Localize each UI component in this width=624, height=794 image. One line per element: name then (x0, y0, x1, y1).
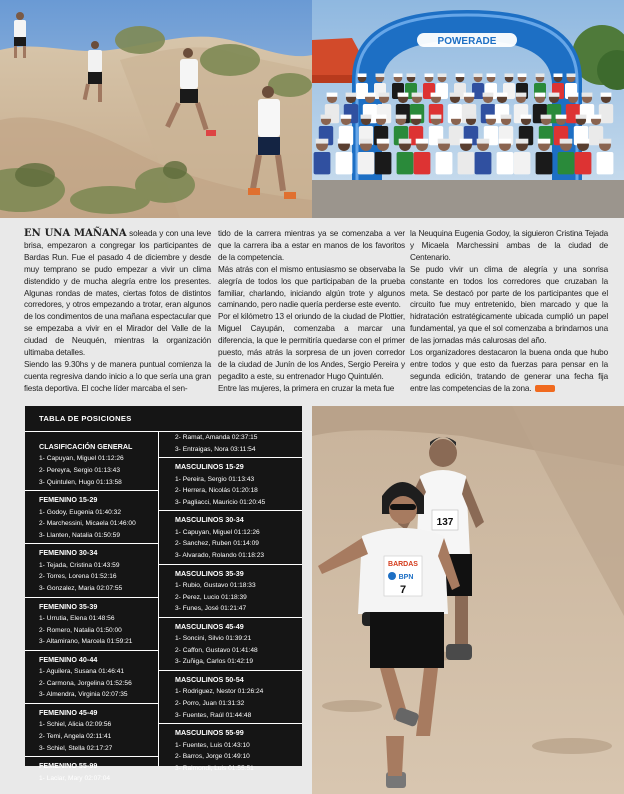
crowd-person-cap (346, 93, 357, 97)
crowd-person-cap (536, 74, 545, 78)
result-row: 1- Rubio, Gustavo 01:18:33 (175, 581, 256, 589)
result-row: 3- Almendra, Virginia 02:07:35 (39, 691, 128, 699)
article-paragraph: Siendo las 9.30hs y de manera puntual comienza la cuenta regresiva dando inicio a lo que sería una gran fiesta deportiva. El coche líder marcaba el sen- (24, 359, 211, 393)
table-column-right (159, 431, 302, 776)
bib-sponsor-text: BPN (398, 574, 414, 581)
results-category (25, 651, 158, 704)
result-row: 1- Capuyan, Miguel 01:12:26 (39, 455, 124, 463)
crowd-person-cap (599, 139, 612, 144)
crowd-person-cap (568, 93, 579, 97)
results-category (159, 724, 302, 776)
results-category (25, 491, 158, 544)
results-category (25, 431, 158, 491)
crowd-person-cap (316, 139, 329, 144)
category-title: CLASIFICACIÓN GENERAL (39, 442, 133, 451)
results-category (159, 431, 302, 458)
results-category (159, 618, 302, 671)
result-row: 2- Pereyra, Sergio 01:13:43 (39, 467, 121, 474)
result-row: 3- Pagliacci, Mauricio 01:20:45 (175, 498, 266, 506)
crowd-person-cap (376, 74, 385, 78)
article-paragraph: Se pudo vivir un clima de alegría y una sonrisa constante en todos los corredores que cruzaban la meta. Se destacó por parte de los participantes que el circuito fue muy entretenido, bien marcado y que la hidratación estratégicamente ubicada cumplió un papel fundamental, ya que el sol comenzaba a brindarnos una de las jornadas más calurosas del año. (410, 264, 608, 346)
result-row: 3- Gonzalez, Maria 02:07:55 (39, 584, 123, 592)
result-row: 1- Rodriguez, Nestor 01:26:24 (175, 688, 264, 696)
crowd-person-cap (456, 74, 465, 78)
results-category (159, 458, 302, 511)
crowd-person-cap (521, 115, 532, 119)
photo-runners-trail (312, 406, 624, 794)
crowd-person-cap (361, 115, 372, 119)
photo-runners-on-hill (0, 0, 312, 218)
crowd-person-body (597, 152, 614, 174)
crowd-person-cap (499, 139, 512, 144)
article-lead: EN UNA MAÑANA (24, 228, 127, 239)
article-paragraph: soleada y con una leve brisa, empezaron a congregar los participantes de Bardas Run. Fue el pasado 4 de diciembre y desde muy temprano se pudo empezar a vivir un clima distendido y de mucha alegría entre los presentes. Algunas rondas de mates, ciertas fotos de distintos corredores, y otros empezando a trotar, eran algunos de los condimentos de una mañana espectacular que se empezaba a vivir en el Mirador del Valle de la ciudad de Neuquén, mientras la organización ultimaba detalles. (24, 229, 212, 358)
category-title: MASCULINOS 45-49 (175, 621, 244, 631)
crowd-person-body (475, 152, 492, 174)
result-row: 2- Herrera, Nicolás 01:20:18 (175, 487, 258, 495)
category-title: FEMENINO 45-49 (39, 707, 98, 717)
result-row: 2- Perez, Lucio 01:18:39 (175, 593, 247, 601)
crowd-person-cap (556, 115, 567, 119)
article-column-1 (24, 228, 211, 395)
result-row: 2- Barros, Jorge 01:49:10 (175, 753, 250, 761)
crowd-person-cap (412, 93, 423, 97)
photo-crowd-finish-arch (312, 0, 624, 218)
result-row: 1- Urrutia, Elena 01:48:56 (39, 614, 115, 622)
crowd-person-body (436, 152, 453, 174)
results-category (159, 565, 302, 618)
bib-number-woman: 7 (399, 584, 407, 596)
crowd-person-cap (438, 139, 451, 144)
article-column-2 (218, 228, 405, 395)
result-row: 2- Torres, Lorena 01:52:16 (39, 573, 117, 581)
crowd-person-body (314, 152, 331, 174)
results-category (25, 598, 158, 651)
crowd-person-body (575, 152, 592, 174)
crowd-person-cap (474, 74, 483, 78)
crowd-person-cap (560, 139, 573, 144)
bib-top-text: BARDAS (388, 561, 418, 568)
category-title: MASCULINOS 30-34 (175, 515, 244, 525)
crowd-person-cap (398, 93, 409, 97)
crowd-person-cap (460, 139, 473, 144)
result-row: 3- Llanten, Natalia 01:50:59 (39, 531, 121, 539)
category-title: FEMENINO 35-39 (39, 601, 98, 611)
crowd-person-cap (477, 139, 490, 144)
crowd-person-cap (516, 139, 529, 144)
crowd-person-cap (327, 93, 338, 97)
crowd-person-body (558, 152, 575, 174)
end-mark-icon (535, 385, 555, 392)
crowd-person-cap (379, 93, 390, 97)
result-row: 2- Temi, Angela 02:11:41 (39, 732, 112, 740)
result-row: 1- Schiel, Alicia 02:09:56 (39, 721, 112, 729)
results-category (25, 757, 158, 786)
category-title: MASCULINOS 50-54 (175, 674, 244, 684)
crowd-person-cap (365, 93, 376, 97)
arch-brand-text: POWERADE (437, 36, 497, 47)
result-row: 3- Raimondi, Luis 01:55:51 (175, 764, 254, 772)
crowd-person-cap (338, 139, 351, 144)
crowd-person-cap (497, 93, 508, 97)
result-row: 3- Alvarado, Rolando 01:18:23 (175, 551, 265, 559)
result-row: 1- Tejada, Cristina 01:43:59 (39, 561, 120, 569)
crowd-person-cap (377, 139, 390, 144)
crowd-person-body (514, 152, 531, 174)
result-row: 3- Funes, José 01:21:47 (175, 605, 247, 613)
article-paragraph: Más atrás con el mismo entusiasmo se observaba la alegría de todos los que participaban de la prueba familiar, charlando, iniciando algún trote y algunos caminando, pero nadie quería perderse este evento. (218, 264, 405, 310)
crowd-person-cap (416, 139, 429, 144)
crowd-person-cap (450, 93, 461, 97)
result-row: 2- Porro, Juan 01:31:32 (175, 699, 245, 707)
crowd-person-cap (538, 139, 551, 144)
crowd-person-body (358, 152, 375, 174)
crowd-person-cap (411, 115, 422, 119)
crowd-person-cap (360, 139, 373, 144)
result-row: 1- Aguilera, Susana 01:46:41 (39, 668, 125, 676)
crowd-person-cap (516, 93, 527, 97)
article-paragraph: Entre las mujeres, la primera en cruzar la meta fue (218, 383, 395, 393)
crowd-person-cap (567, 74, 576, 78)
crowd-person-cap (431, 93, 442, 97)
result-row: 3- Altamirano, Marcela 01:59:21 (39, 638, 133, 646)
crowd-person-body (458, 152, 475, 174)
crowd-person-cap (464, 93, 475, 97)
article-paragraph: Los organizadores destacaron la buena onda que hubo entre todos y que esto da fuerzas para pensar en la segunda edición, tratando de generar una fecha fija entre las competencias de la zona. (410, 348, 608, 393)
result-row: 2- Ramat, Amanda 02:37:15 (175, 434, 258, 441)
crowd-person-cap (451, 115, 462, 119)
results-category (25, 544, 158, 597)
result-row: 3- Zuñiga, Carlos 01:42:19 (175, 658, 254, 666)
crowd-person-cap (554, 74, 563, 78)
result-row: 1- Laciar, Mary 02:07:04 (39, 774, 111, 782)
crowd-person-body (497, 152, 514, 174)
crowd-person-cap (399, 139, 412, 144)
table-column-left (25, 431, 158, 786)
crowd-person-body (536, 152, 553, 174)
crowd-person-cap (466, 115, 477, 119)
result-row: 2- Carmona, Jorgelina 01:52:56 (39, 679, 132, 687)
result-row: 3- Quintulen, Hugo 01:13:58 (39, 478, 122, 486)
result-row: 3- Fuentes, Raúl 01:44:48 (175, 711, 252, 719)
crowd-person-cap (576, 115, 587, 119)
crowd-person-cap (425, 74, 434, 78)
table-title: TABLA DE POSICIONES (39, 414, 132, 423)
crowd-person-cap (407, 74, 416, 78)
crowd-person-cap (438, 74, 447, 78)
crowd-person-cap (591, 115, 602, 119)
crowd-person-body (375, 152, 392, 174)
crowd-person-cap (549, 93, 560, 97)
crowd-person-cap (505, 74, 514, 78)
result-row: 1- Capuyan, Miguel 01:12:26 (175, 528, 260, 536)
crowd-person-cap (358, 74, 367, 78)
category-title: FEMENINO 30-34 (39, 548, 98, 558)
crowd-person-body (414, 152, 431, 174)
crowd-person-body (336, 152, 353, 174)
article-paragraph: Por el kilómetro 13 el oriundo de la ciudad de Plottier, Miguel Cayupán, comenzaba a marcar una diferencia, la que le permitiría quedarse con el primer puesto, más atrás la sorpresa de un joven corredor de la ciudad de Junín de los Andes, Sergio Pereira y pegadito a este, su entrenador Hugo Quintulén. (218, 312, 405, 381)
result-row: 1- Godoy, Eugenia 01:40:32 (39, 508, 121, 516)
result-row: 2- Marchessini, Micaela 01:46:00 (39, 520, 136, 528)
category-title: FEMENINO 55-99 (39, 761, 98, 771)
result-row: 1- Pereira, Sergio 01:13:43 (175, 475, 255, 483)
category-title: MASCULINOS 15-29 (175, 462, 244, 472)
results-table (25, 406, 302, 782)
result-row: 2- Romero, Natalia 01:50:00 (39, 626, 122, 634)
result-row: 2- Caffon, Gustavo 01:41:48 (175, 646, 258, 654)
crowd-person-cap (483, 93, 494, 97)
crowd-person-cap (394, 74, 403, 78)
crowd-person-cap (518, 74, 527, 78)
crowd-person-cap (376, 115, 387, 119)
category-title: MASCULINOS 35-39 (175, 568, 244, 578)
crowd-person-cap (577, 139, 590, 144)
result-row: 3- Entraigas, Nora 03:11:54 (175, 445, 256, 453)
category-title: FEMENINO 40-44 (39, 654, 98, 664)
crowd-person-cap (431, 115, 442, 119)
results-category (159, 671, 302, 724)
category-title: FEMENINO 15-29 (39, 495, 98, 505)
bib-number-man: 137 (436, 517, 454, 528)
result-row: 2- Sanchez, Ruben 01:14:09 (175, 540, 259, 548)
article-column-3 (410, 228, 608, 395)
result-row: 1- Fuentes, Luis 01:43:10 (175, 741, 250, 749)
crowd-person-cap (487, 74, 496, 78)
crowd-person-cap (582, 93, 593, 97)
result-row: 3- Schiel, Stella 02:17:27 (39, 744, 113, 752)
results-category (159, 511, 302, 564)
category-title: MASCULINOS 55-99 (175, 728, 244, 738)
crowd-person-cap (601, 93, 612, 97)
result-row: 1- Soncini, Silvio 01:39:21 (175, 635, 252, 643)
crowd-person-cap (541, 115, 552, 119)
crowd-person-cap (535, 93, 546, 97)
article-paragraph: tido de la carrera mientras ya se comenzaba a ver que la carrera iba a estar en manos de los favoritos de la competencia. (218, 229, 405, 262)
crowd-person-cap (486, 115, 497, 119)
crowd-person-cap (501, 115, 512, 119)
crowd-person-cap (321, 115, 332, 119)
crowd-person-cap (396, 115, 407, 119)
crowd-person-body (397, 152, 414, 174)
article-paragraph: la Neuquina Eugenia Godoy, la siguieron Cristina Tejada y Micaela Marchessini ambas de la ciudad de Centenario. (410, 229, 608, 262)
results-category (25, 704, 158, 757)
crowd-person-cap (341, 115, 352, 119)
